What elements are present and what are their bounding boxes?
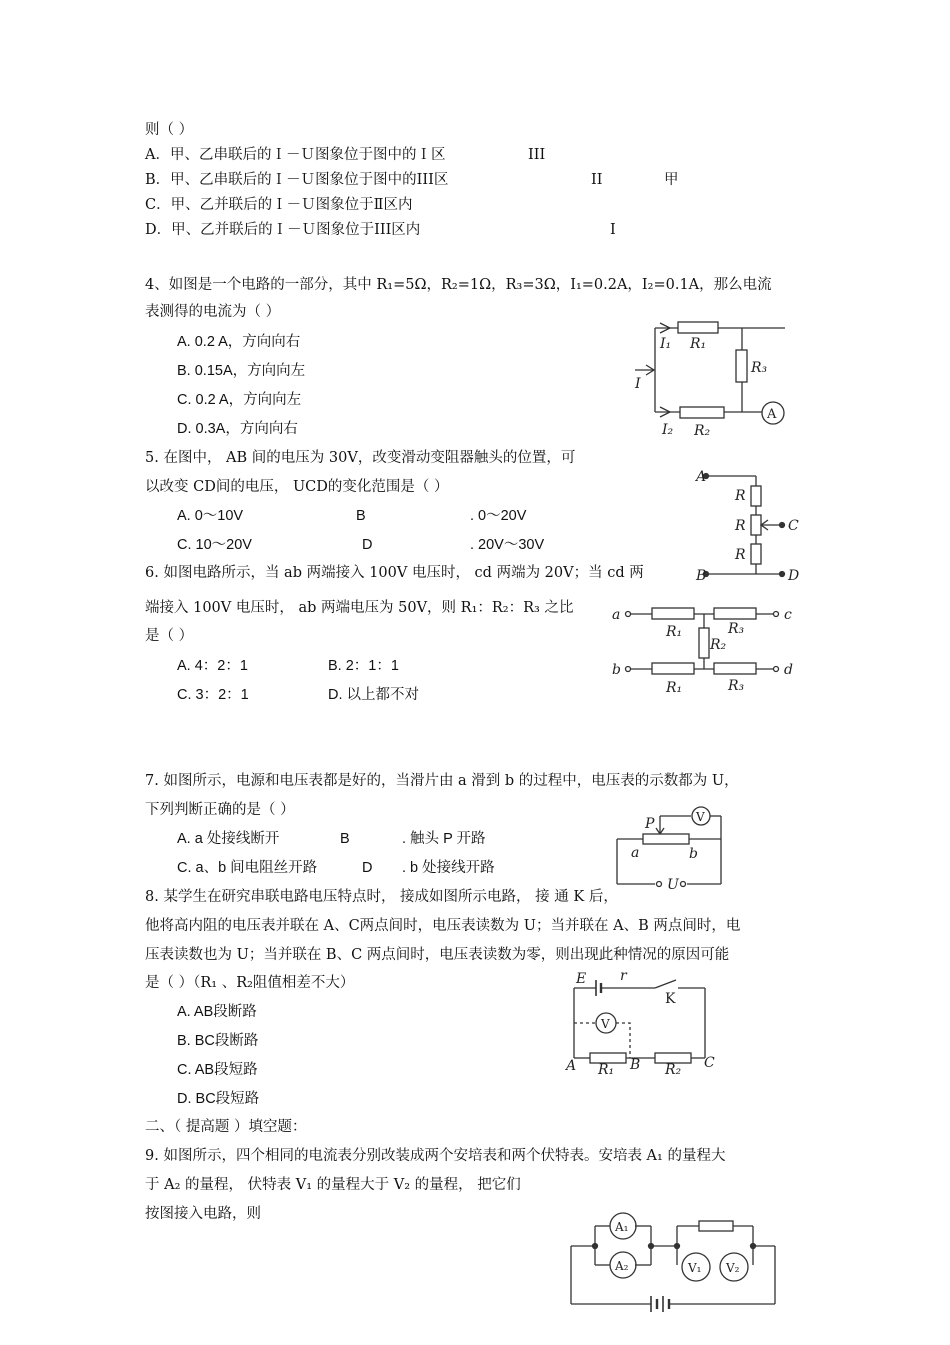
section-2-heading: 二、（ 提高题 ）填空题：	[145, 1119, 307, 1135]
q5-label-a: A	[696, 469, 707, 485]
q5-stem-line1: 5. 在图中， AB 间的电压为 30V，改变滑动变阻器触头的位置，可	[145, 450, 576, 466]
q6-resistor-r1-bottom	[652, 663, 694, 674]
q6-label-r3-bottom: R₃	[728, 678, 745, 694]
q7-option-b-letter: B	[340, 831, 350, 847]
q9-label-v1: V₁	[688, 1261, 702, 1275]
q6-stem-line2: 端接入 100V 电压时， ab 两端电压为 50V，则 R₁：R₂：R₃ 之比	[145, 600, 574, 616]
q9-circuit-figure	[565, 1208, 780, 1323]
q6-label-r3-top: R₃	[728, 621, 745, 637]
q6-resistor-r3-bottom	[714, 663, 756, 674]
q6-label-a: a	[612, 607, 621, 623]
q7-label-b: b	[689, 846, 698, 862]
q4-resistor-r1	[678, 322, 718, 333]
q9-stem-line3: 按图接入电路，则	[145, 1206, 261, 1222]
q8-label-r1: R₁	[598, 1062, 615, 1078]
q3-option-a: A．甲、乙串联后的Ｉ－Ｕ图象位于图中的Ｉ区	[145, 147, 446, 163]
q5-label-c: C	[788, 518, 799, 534]
q6-label-r1-top: R₁	[666, 624, 683, 640]
q4-option-c: C. 0.2 A，方向向左	[177, 392, 302, 408]
q5-resistor-top	[751, 486, 761, 506]
q8-switch-k	[655, 980, 676, 988]
q4-resistor-r3	[736, 350, 747, 382]
q6-option-b: B. 2：1：1	[328, 658, 399, 674]
q8-stem-line4: 是（ ）（R₁ 、R₂阻值相差不大）	[145, 975, 355, 991]
q4-resistor-r2	[680, 407, 724, 418]
q7-stem-line1: 7. 如图所示，电源和电压表都是好的，当滑片由 a 滑到 b 的过程中，电压表的示数都为 U，	[145, 773, 739, 789]
q7-option-d-text: . b 处接线开路	[402, 860, 495, 876]
q6-circuit-figure	[610, 598, 805, 698]
q7-label-a: a	[631, 845, 640, 861]
q5-stem-line2: 以改变 CD间的电压， UCD的变化范围是（ ）	[145, 479, 449, 495]
q5-option-d-text: . 20V～30V	[470, 537, 545, 553]
q4-option-d: D. 0.3A，方向向右	[177, 421, 298, 437]
q3-fig-region-2: II	[591, 172, 603, 188]
q5-resistor-bottom	[751, 544, 761, 564]
q4-circuit-figure	[630, 315, 800, 440]
q7-circuit-figure	[605, 806, 730, 891]
q8-label-a: A	[566, 1058, 577, 1074]
q4-option-a: A. 0.2 A，方向向右	[177, 334, 301, 350]
q7-option-d-letter: D	[362, 860, 373, 876]
q7-option-a: A. a 处接线断开	[177, 831, 280, 847]
q8-option-b: B. BC段断路	[177, 1033, 259, 1049]
q7-label-u: U	[667, 877, 679, 893]
q5-label-b: B	[696, 568, 707, 584]
q6-option-a: A. 4：2：1	[177, 658, 248, 674]
q3-stem-tail: 则（ ）	[145, 122, 194, 138]
q6-label-b: b	[612, 662, 621, 678]
q4-stem-line1: 4、如图是一个电路的一部分，其中 R₁=5Ω，R₂=1Ω，R₃=3Ω，I₁=0.2A，I₂=0.1A，那么电流	[145, 277, 772, 293]
q9-label-a2: A₂	[615, 1259, 629, 1273]
q7-rheostat	[643, 834, 689, 844]
q5-option-b-letter: B	[356, 508, 366, 524]
q4-label-r3: R₃	[751, 360, 768, 376]
q8-label-r: r	[620, 968, 627, 984]
q7-voltmeter-label: V	[696, 810, 705, 824]
q7-option-b-text: . 触头 P 开路	[402, 831, 486, 847]
q8-option-a: A. AB段断路	[177, 1004, 257, 1020]
q5-rheostat	[751, 515, 761, 535]
q8-voltmeter-label: V	[601, 1017, 610, 1031]
q8-label-e: E	[576, 971, 587, 987]
q5-label-r-3: R	[735, 547, 746, 563]
q8-label-c: C	[704, 1055, 715, 1071]
q8-label-k: K	[665, 991, 676, 1007]
q6-label-d: d	[784, 662, 793, 678]
q8-circuit-figure	[560, 966, 725, 1081]
q6-resistor-r3-top	[714, 608, 756, 619]
q7-stem-line2: 下列判断正确的是（ ）	[145, 802, 295, 818]
q5-circuit-figure	[690, 462, 810, 587]
q4-label-r1: R₁	[690, 336, 707, 352]
q3-option-d: D．甲、乙并联后的Ｉ－Ｕ图象位于III区内	[145, 222, 421, 238]
q3-option-c: C．甲、乙并联后的Ｉ－Ｕ图象位于Ⅱ区内	[145, 197, 413, 213]
q3-fig-region-3: III	[528, 147, 546, 163]
q9-label-v2: V₂	[726, 1261, 740, 1275]
q6-label-c: c	[784, 607, 792, 623]
q9-stem-line1: 9. 如图所示，四个相同的电流表分别改装成两个安培表和两个伏特表。安培表 A₁ 的量程大	[145, 1148, 726, 1164]
q3-fig-jia: 甲	[664, 172, 679, 188]
q9-label-a1: A₁	[615, 1220, 629, 1234]
q5-option-a: A. 0～10V	[177, 508, 244, 524]
q6-resistor-r2	[699, 628, 709, 658]
q8-option-c: C. AB段短路	[177, 1062, 258, 1078]
q6-label-r1-bottom: R₁	[666, 680, 683, 696]
q4-option-b: B. 0.15A，方向向左	[177, 363, 306, 379]
q9-resistor	[699, 1221, 733, 1231]
q6-option-c: C. 3：2：1	[177, 687, 249, 703]
q5-label-d: D	[788, 568, 800, 584]
q5-option-c: C. 10～20V	[177, 537, 252, 553]
q7-label-p: P	[645, 816, 655, 832]
q8-stem-line2: 他将高内阻的电压表并联在 A、C两点间时，电压表读数为 U；当并联在 A、B 两点间时，电	[145, 918, 741, 934]
q3-option-b: B．甲、乙串联后的Ｉ－Ｕ图象位于图中的III区	[145, 172, 449, 188]
q6-resistor-r1-top	[652, 608, 694, 619]
q8-label-b: B	[630, 1057, 641, 1073]
q6-label-r2: R₂	[710, 637, 727, 653]
q4-stem-line2: 表测得的电流为（ ）	[145, 304, 281, 320]
q6-stem-line1: 6. 如图电路所示，当 ab 两端接入 100V 电压时， cd 两端为 20V；当 cd 两	[145, 565, 644, 581]
q4-ammeter-label: A	[767, 407, 777, 422]
q8-stem-line1: 8. 某学生在研究串联电路电压特点时， 接成如图所示电路， 接 通 K 后，	[145, 889, 618, 905]
q4-label-i: I	[635, 376, 641, 392]
q4-label-i2: I₂	[662, 422, 674, 438]
q5-label-r-2: R	[735, 518, 746, 534]
q4-label-i1: I₁	[660, 336, 672, 352]
q5-option-b-text: . 0～20V	[470, 508, 527, 524]
q6-option-d: D. 以上都不对	[328, 687, 420, 703]
q5-option-d-letter: D	[362, 537, 373, 553]
q9-stem-line2: 于 A₂ 的量程， 伏特表 V₁ 的量程大于 V₂ 的量程， 把它们	[145, 1177, 521, 1193]
q6-stem-line3: 是（ ）	[145, 628, 194, 644]
q8-option-d: D. BC段短路	[177, 1091, 260, 1107]
q7-option-c: C. a、b 间电阻丝开路	[177, 860, 318, 876]
q3-fig-region-1: I	[610, 222, 616, 238]
q8-label-r2: R₂	[665, 1062, 682, 1078]
q4-label-r2: R₂	[694, 423, 711, 439]
q8-stem-line3: 压表读数也为 U；当并联在 B、C 两点间时，电压表读数为零，则出现此种情况的原因可能	[145, 947, 730, 963]
q5-label-r-1: R	[735, 488, 746, 504]
